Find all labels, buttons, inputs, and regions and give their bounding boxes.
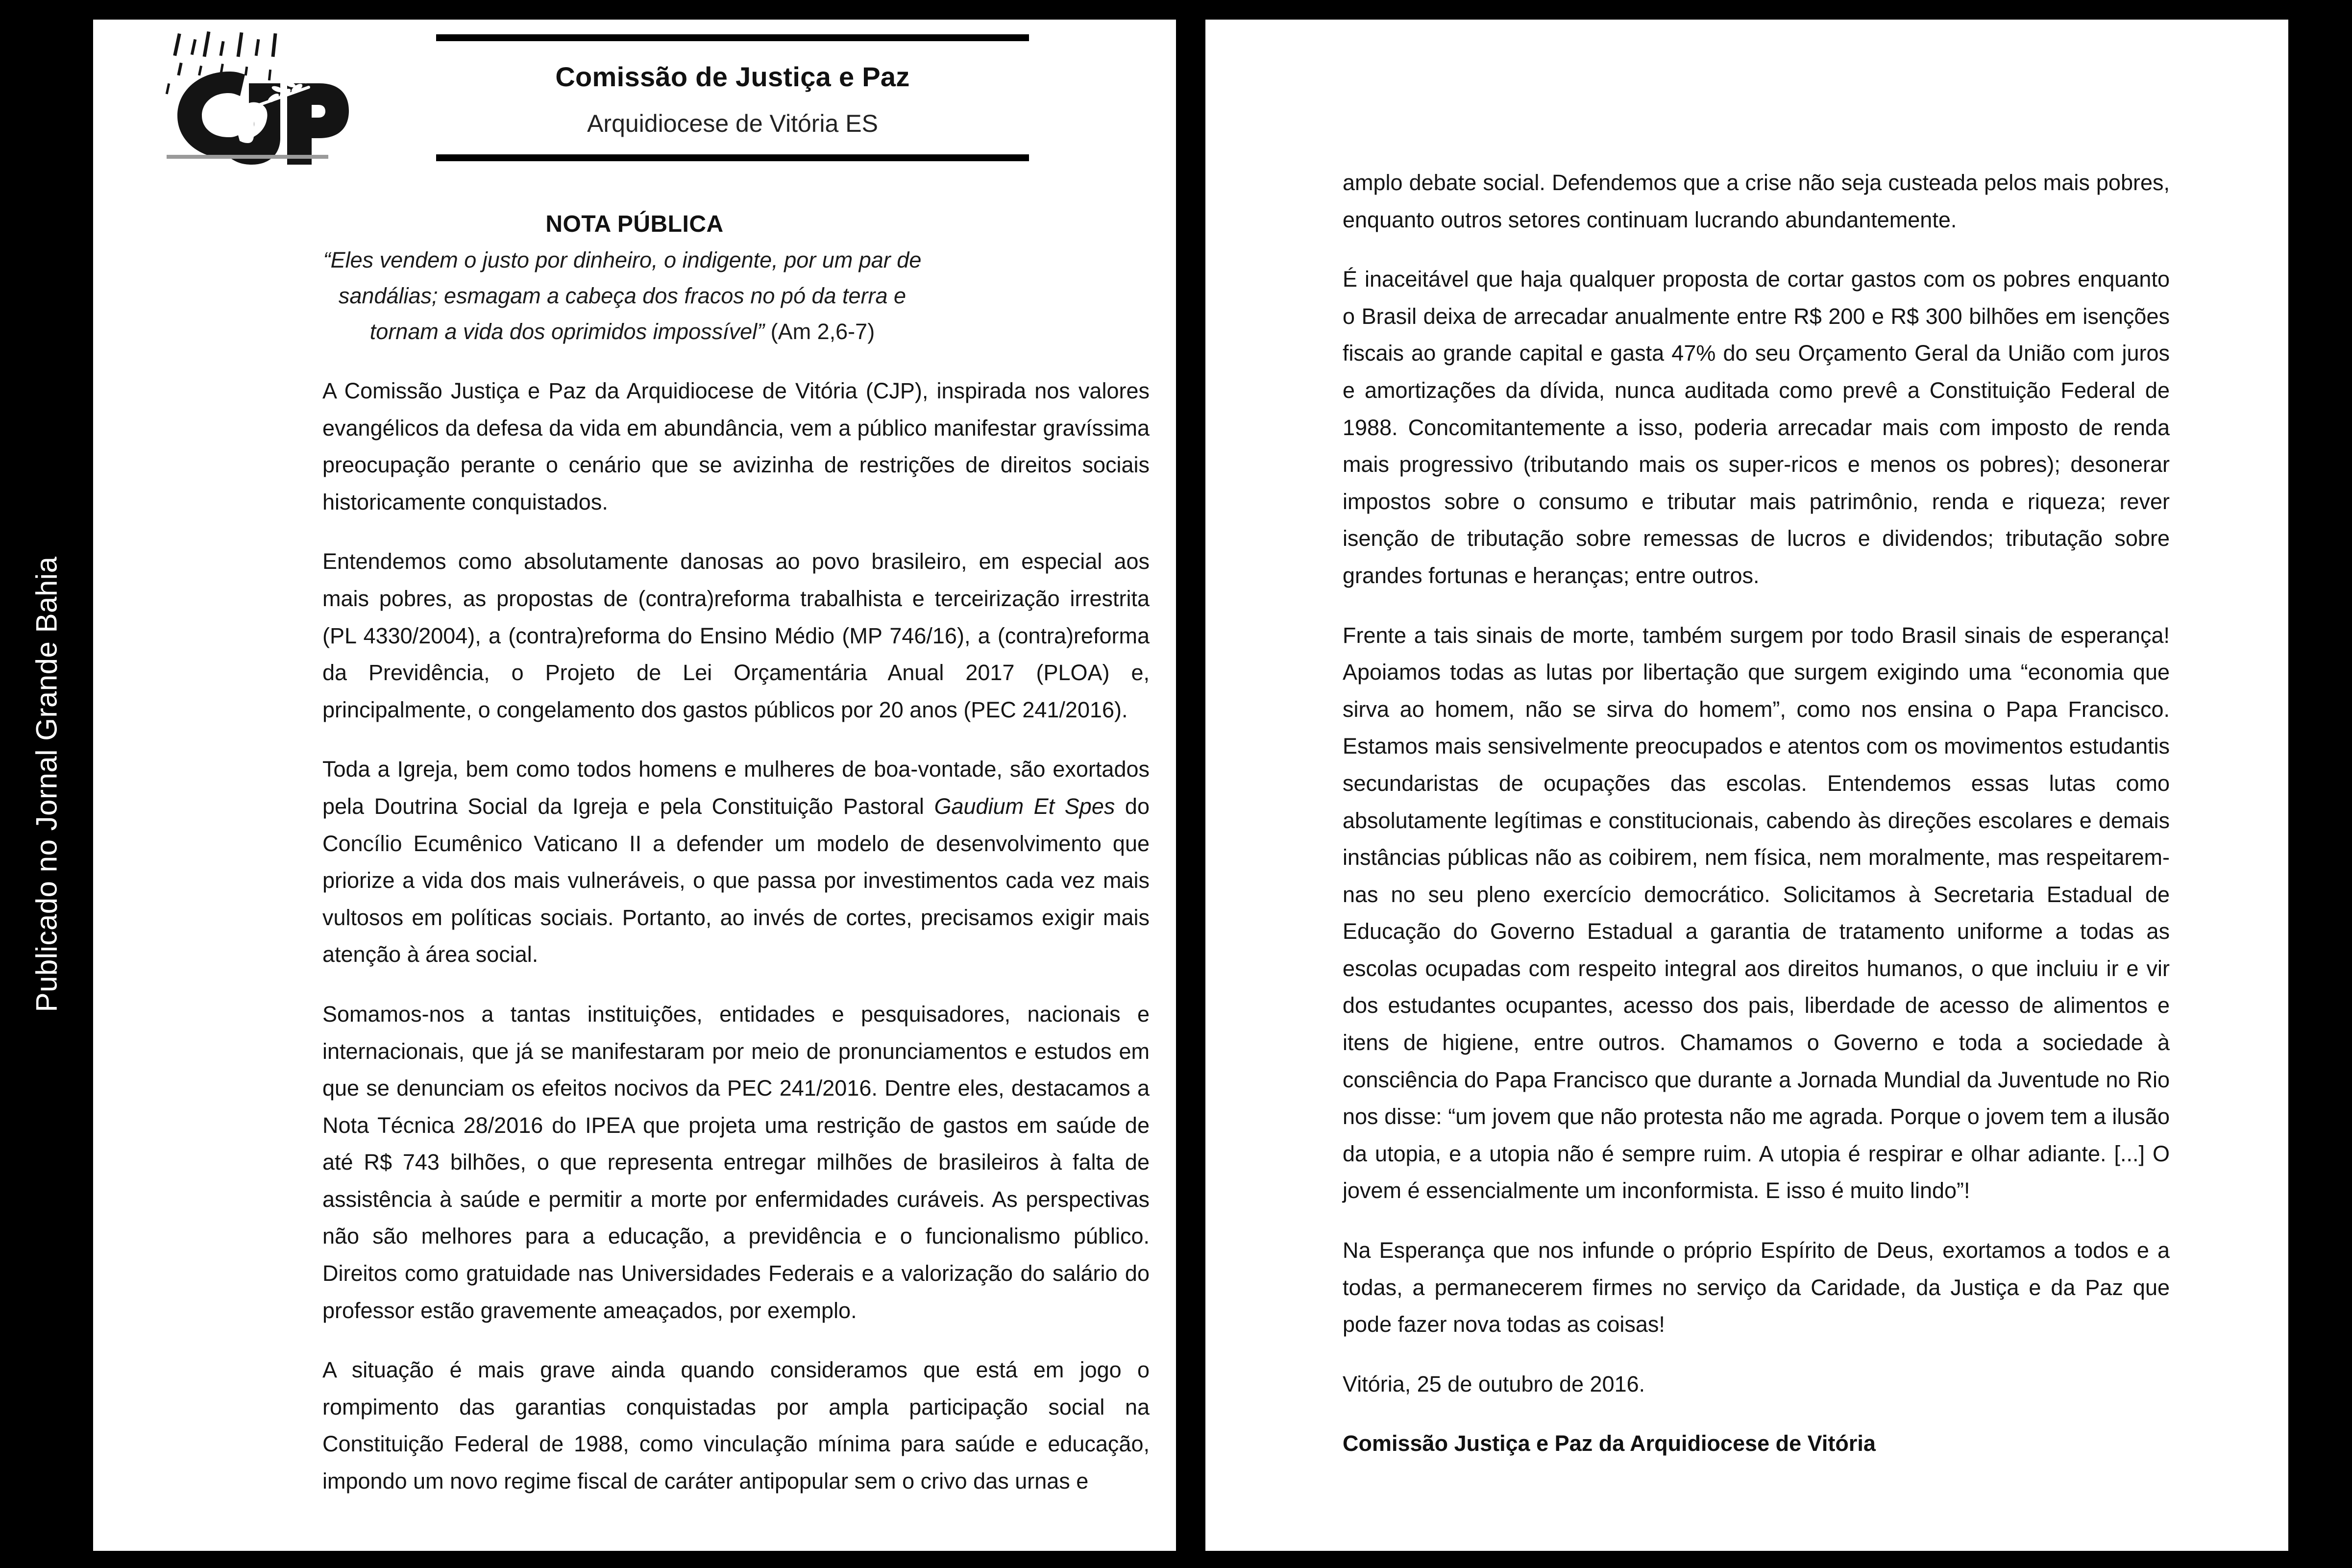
paragraph-gaudium-et-spes	[322, 751, 1150, 973]
body-text-right-page	[1343, 164, 2170, 1462]
encyclical-title: Gaudium Et Spes	[934, 793, 1115, 819]
closing-date: Vitória, 25 de outubro de 2016.	[1343, 1371, 1645, 1396]
paragraph: É inaceitável que haja qualquer proposta de cortar gastos com os pobres enquanto o Brasil deixa de arrecadar anualmente entre R$ 200 e R$ 300 bilhões em isenções fiscais ao grande capital e gasta 47% do seu Orçamento Geral da União com juros e amortizações da dívida, nunca auditada como prevê a Constituição Federal de 1988. Concomitantemente a isso, poderia arrecadar mais com imposto de renda mais progressivo (tributando mais os super-ricos e menos os pobres); desonerar impostos sobre o consumo e tributar mais patrimônio, renda e riqueza; rever isenção de tributação sobre remessas de lucros e dividendos; tributação sobre grandes fortunas e heranças; entre outros.	[1343, 267, 2170, 588]
paragraph: Entendemos como absolutamente danosas ao povo brasileiro, em especial aos mais pobres, as propostas de (contra)reforma trabalhista e terceirização irrestrita (PL 4330/2004), a (contra)reforma do Ensino Médio (MP 746/16), a (contra)reforma da Previdência, o Projeto de Lei Orçamentária Anual 2017 (PLOA) e, principalmente, o congelamento dos gastos públicos por 20 anos (PEC 241/2016).	[322, 549, 1150, 722]
masthead-rule-bottom	[436, 154, 1029, 161]
paragraph: Frente a tais sinais de morte, também surgem por todo Brasil sinais de esperança! Apoiamos todas as lutas por libertação que surgem exigindo uma “economia que sirva ao homem, não se sirva do homem”, como nos ensina o Papa Francisco. Estamos mais sensivelmente preocupados e atentos com os movimentos estudantis secundaristas de ocupações das escolas. Entendemos essas lutas como absolutamente legítimas e constitucionais, cabendo às direções escolares e demais instâncias públicas não as coibirem, nem física, nem moralmente, mas respeitarem-nas no seu pleno exercício democrático. Solicitamos à Secretaria Estadual de Educação do Governo Estadual a garantia de tratamento uniforme a todas as escolas ocupadas com respeito integral aos direitos humanos, o que incluiu ir e vir dos estudantes ocupantes, acesso dos pais, liberdade de acesso de alimentos e itens de higiene, entre outros. Chamamos o Governo e toda a sociedade à consciência do Papa Francisco que durante a Jornada Mundial da Juventude no Rio nos disse: “um jovem que não protesta não me agrada. Porque o jovem tem a ilusão da utopia, e a utopia não é sempre ruim. A utopia é respirar e olhar adiante. [...] O jovem é essencialmente um inconformista. E isso é muito lindo”!	[1343, 622, 2170, 1203]
publication-credit-strip	[0, 0, 93, 1568]
masthead	[436, 34, 1029, 161]
publication-credit-text: Publicado no Jornal Grande Bahia	[30, 556, 63, 1012]
page-title: NOTA PÚBLICA	[545, 211, 724, 237]
document-page-left	[93, 20, 1176, 1551]
scripture-reference: (Am 2,6-7)	[770, 318, 875, 344]
organization-subtitle: Arquidiocese de Vitória ES	[587, 110, 878, 137]
body-text-left-page	[322, 372, 1150, 1500]
paragraph: Na Esperança que nos infunde o próprio Espírito de Deus, exortamos a todos e a todas, a permanecerem firmes no serviço da Caridade, da Justiça e da Paz que pode fazer nova todas as coisas!	[1343, 1238, 2170, 1337]
paragraph-part-post: do Concílio Ecumênico Vaticano II a defender um modelo de desenvolvimento que priorize a vida dos mais vulneráveis, o que passa por investimentos cada vez mais vultosos em políticas sociais. Portanto, ao invés de cortes, precisamos exigir mais atenção à área social.	[322, 793, 1150, 967]
paragraph: Somamos-nos a tantas instituições, entidades e pesquisadores, nacionais e internacionais, que já se manifestaram por meio de pronunciamentos e estudos em que se denunciam os efeitos nocivos da PEC 241/2016. Dentre eles, destacamos a Nota Técnica 28/2016 do IPEA que projeta uma restrição de gastos em saúde de até R$ 743 bilhões, o que representa entregar milhões de brasileiros à falta de assistência à saúde e permitir a morte por enfermidades curáveis. As perspectivas não são melhores para a educação, a previdência e o funcionalismo público. Direitos como gratuidade nas Universidades Federais e a valorização do salário do professor estão gravemente ameaçados, por exemplo.	[322, 1001, 1150, 1323]
paragraph: A situação é mais grave ainda quando consideramos que está em jogo o rompimento das garantias conquistadas por ampla participação social na Constituição Federal de 1988, como vinculação mínima para saúde e educação, impondo um novo regime fiscal de caráter antipopular sem o crivo das urnas e	[322, 1357, 1150, 1494]
paragraph: amplo debate social. Defendemos que a crise não seja custeada pelos mais pobres, enquanto outros setores continuam lucrando abundantemente.	[1343, 170, 2170, 232]
scripture-quote-text: “Eles vendem o justo por dinheiro, o indigente, por um par de sandálias; esmagam a cabeça dos fracos no pó da terra e tornam a vida dos oprimidos impossível”	[323, 247, 922, 344]
paragraph: A Comissão Justiça e Paz da Arquidiocese de Vitória (CJP), inspirada nos valores evangélicos da defesa da vida em abundância, vem a público manifestar gravíssima preocupação perante o cenário que se avizinha de restrições de direitos sociais historicamente conquistados.	[322, 378, 1150, 514]
cjp-logo-icon	[147, 24, 353, 181]
masthead-rule-top	[436, 34, 1029, 41]
paragraph-part-pre: Toda a Igreja, bem como todos homens e mulheres de boa-vontade, são exortados pela Doutrina Social da Igreja e pela Constituição Pastoral	[322, 757, 1150, 819]
document-page-right	[1205, 20, 2288, 1551]
scripture-epigraph	[304, 243, 941, 350]
letterhead	[93, 20, 1176, 196]
organization-title: Comissão de Justiça e Paz	[555, 61, 910, 92]
closing-signature: Comissão Justiça e Paz da Arquidiocese de Vitória	[1343, 1431, 1876, 1456]
